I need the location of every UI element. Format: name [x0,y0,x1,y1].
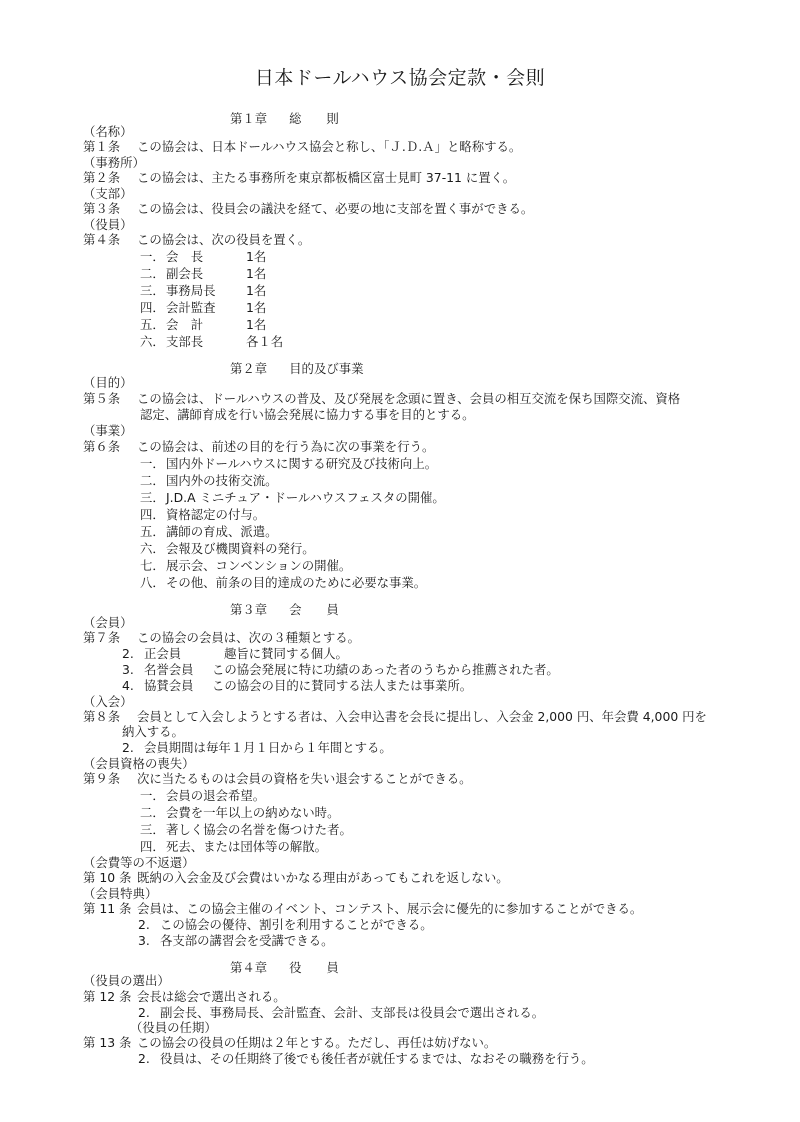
article-8: 第８条 会員として入会しようとする者は、入会申込書を会長に提出し、入会金 2,000 円、年会費 4,000 円を [83,709,707,724]
article-heading: （名称） [83,124,133,139]
article-heading: （入会） [83,694,133,709]
chapter-name: 目的及び事業 [289,361,364,376]
article-heading: （事務所） [83,155,145,170]
officer-item: 二．副会長 1名 [140,266,267,281]
article-3: 第３条 この協会は、役員会の議決を経て、必要の地に支部を置く事ができる。 [83,201,534,216]
business-item: 四．資格認定の付与。 [140,507,266,522]
benefit-item: 3. 各支部の講習会を受講できる。 [138,933,334,948]
business-item: 六．会報及び機関資料の発行。 [140,541,315,556]
article-6: 第６条 この協会は、前述の目的を行う為に次の事業を行う。 [83,439,435,454]
loss-item: 三．著しく協会の名誉を傷つけた者。 [140,822,352,837]
article-13: 第 13 条 この協会の役員の任期は２年とする。ただし、再任は妨げない。 [83,1035,497,1050]
article-heading: （役員の任期） [130,1020,217,1035]
member-type-item: 4. 協賛会員 この協会の目的に賛同する法人または事業所。 [122,678,473,693]
chapter-name: 役 員 [289,960,339,975]
chapter-4-heading [230,958,339,976]
article-heading: （事業） [83,423,133,438]
business-item: 二．国内外の技術交流。 [140,473,278,488]
article-8-continued: 納入する。 [122,724,184,739]
article-2: 第２条 この協会は、主たる事務所を東京都板橋区富士見町 37-11 に置く。 [83,170,516,185]
article-heading: （会員資格の喪失） [83,756,195,771]
officer-item: 一．会 長 1名 [140,249,267,264]
loss-item: 一．会員の退会希望。 [140,788,266,803]
article-heading: （支部） [83,186,133,201]
chapter-label: 第３章 [230,602,268,617]
chapter-2-heading [230,359,364,377]
document-title: 日本ドールハウス協会定款・会則 [254,67,546,89]
article-1: 第１条 この協会は、日本ドールハウス協会と称し、「Ｊ.Ｄ.Ａ」と略称する。 [83,139,522,154]
article-12: 第 12 条 会長は総会で選出される。 [83,989,286,1004]
article-12-clause-2: 2. 副会長、事務局長、会計監査、会計、支部長は役員会で選出される。 [138,1005,545,1020]
article-heading: （役員） [83,217,133,232]
business-item: 一．国内外ドールハウスに関する研究及び技術向上。 [140,456,438,471]
member-type-item: 3. 名誉会員 この協会発展に特に功績のあった者のうちから推薦された者。 [122,662,559,677]
loss-item: 二．会費を一年以上の納めない時。 [140,805,340,820]
chapter-1-heading [230,109,339,127]
member-type-item: 2. 正会員 趣旨に賛同する個人。 [122,646,348,661]
loss-item: 四．死去、または団体等の解散。 [140,839,328,854]
article-5: 第５条 この協会は、ドールハウスの普及、及び発展を念頭に置き、会員の相互交流を保ち国際交流、資格 [83,391,681,406]
officer-item: 三．事務局長 1名 [140,283,267,298]
business-item: 八．その他、前条の目的達成のために必要な事業。 [140,575,427,590]
article-heading: （目的） [83,375,133,390]
article-4: 第４条 この協会は、次の役員を置く。 [83,232,311,247]
chapter-label: 第２章 [230,361,268,376]
chapter-name: 総 則 [289,111,339,126]
chapter-label: 第１章 [230,111,268,126]
officer-item: 五．会 計 1名 [140,317,267,332]
benefit-item: 2. この協会の優待、割引を利用することができる。 [138,917,433,932]
article-9: 第９条 次に当たるものは会員の資格を失い退会することができる。 [83,771,472,786]
chapter-label: 第４章 [230,960,268,975]
article-8-clause-2: 2. 会員期間は毎年１月１日から１年間とする。 [122,740,392,755]
business-item: 三．J.D.A ミニチュア・ドールハウスフェスタの開催。 [140,490,445,505]
article-heading: （会員） [83,615,133,630]
article-heading: （役員の選出） [83,973,170,988]
business-item: 七．展示会、コンベンションの開催。 [140,558,352,573]
article-heading: （会員特典） [83,886,158,901]
article-5-continued: 認定、講師育成を行い協会発展に協力する事を目的とする。 [140,407,475,422]
article-11: 第 11 条 会員は、この協会主催のイベント、コンテスト、展示会に優先的に参加することができる。 [83,901,643,916]
article-7: 第７条 この協会の会員は、次の３種類とする。 [83,630,361,645]
article-13-clause-2: 2. 役員は、その任期終了後でも後任者が就任するまでは、なおその職務を行う。 [138,1051,594,1066]
chapter-name: 会 員 [289,602,339,617]
chapter-3-heading [230,600,339,618]
article-heading: （会費等の不返還） [83,855,195,870]
officer-item: 四．会計監査 1名 [140,300,267,315]
business-item: 五．講師の育成、派遣。 [140,524,278,539]
officer-item: 六．支部長 各１名 [140,334,284,349]
article-10: 第 10 条 既納の入会金及び会費はいかなる理由があってもこれを返しない。 [83,870,509,885]
